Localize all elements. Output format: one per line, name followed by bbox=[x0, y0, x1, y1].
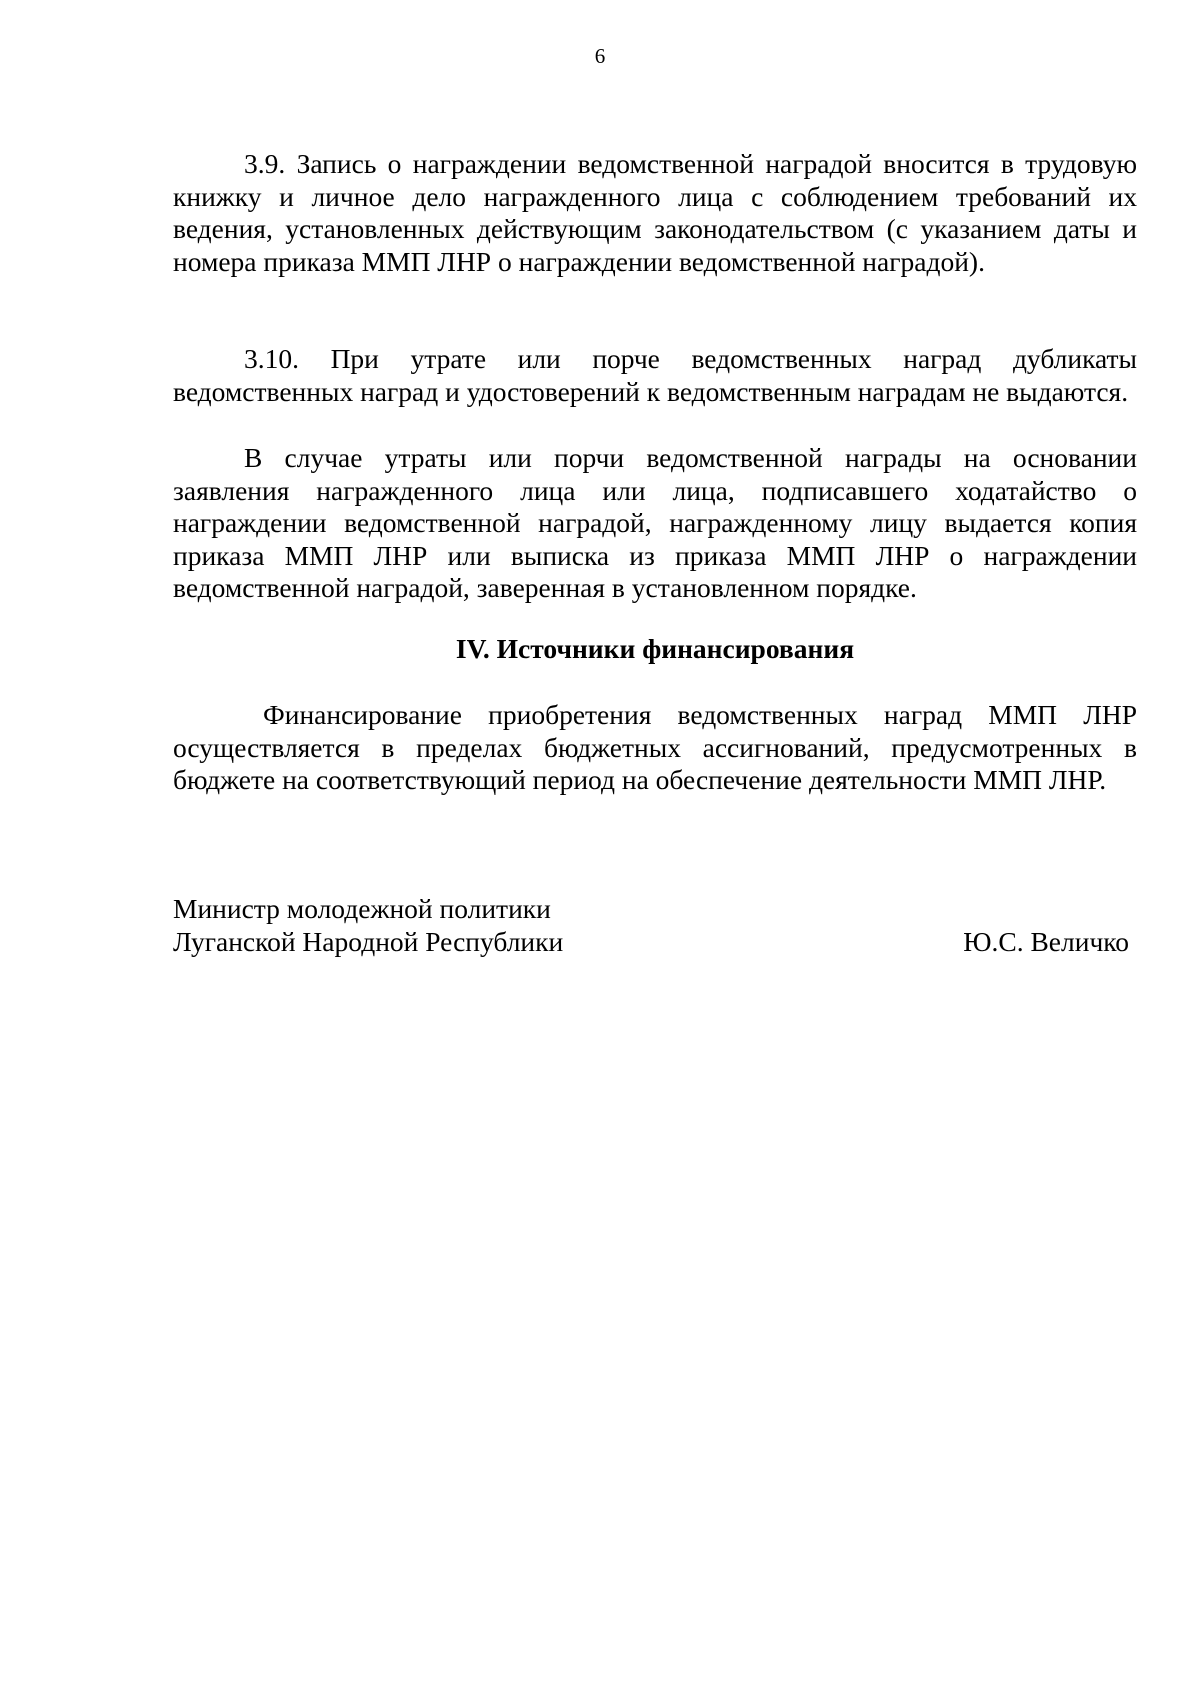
paragraph-3-9: 3.9. Запись о награждении ведомственной наградой вносится в трудовую книжку и личное дело награжденного лица с соблюдением требований их ведения, установленных действующим законодательством (с указанием даты и номера приказа ММП ЛНР о награждении ведомственной наградой). bbox=[173, 148, 1137, 277]
paragraph-3-10-block bbox=[173, 343, 1137, 408]
signatory-name: Ю.С. Величко bbox=[963, 925, 1129, 957]
paragraph-3-10-b-block bbox=[173, 442, 1137, 605]
paragraph-3-9-block bbox=[173, 148, 1137, 278]
signature-position-line-2: Луганской Народной Республики bbox=[173, 925, 564, 957]
paragraph-4-block bbox=[173, 699, 1137, 797]
section-4-title: IV. Источники финансирования bbox=[455, 633, 855, 664]
paragraph-3-10: 3.10. При утрате или порче ведомственных наград дубликаты ведомственных наград и удостоверений к ведомственным наградам не выдаются. bbox=[173, 343, 1137, 407]
signature-position-line-1: Министр молодежной политики bbox=[173, 893, 551, 924]
page-number: 6 bbox=[594, 44, 606, 68]
paragraph-4: Финансирование приобретения ведомственных наград ММП ЛНР осуществляется в пределах бюджетных ассигнований, предусмотренных в бюджете на соответствующий период на обеспечение деятельности ММП ЛНР. bbox=[173, 699, 1137, 795]
signature-block bbox=[173, 893, 1137, 958]
paragraph-3-10-b: В случае утраты или порчи ведомственной награды на основании заявления награжденного лица или лица, подписавшего ходатайство о награждении ведомственной наградой, награжденному лицу выдается копия приказа ММП ЛНР или выписка из приказа ММП ЛНР о награждении ведомственной наградой, заверенная в установленном порядке. bbox=[173, 442, 1137, 603]
